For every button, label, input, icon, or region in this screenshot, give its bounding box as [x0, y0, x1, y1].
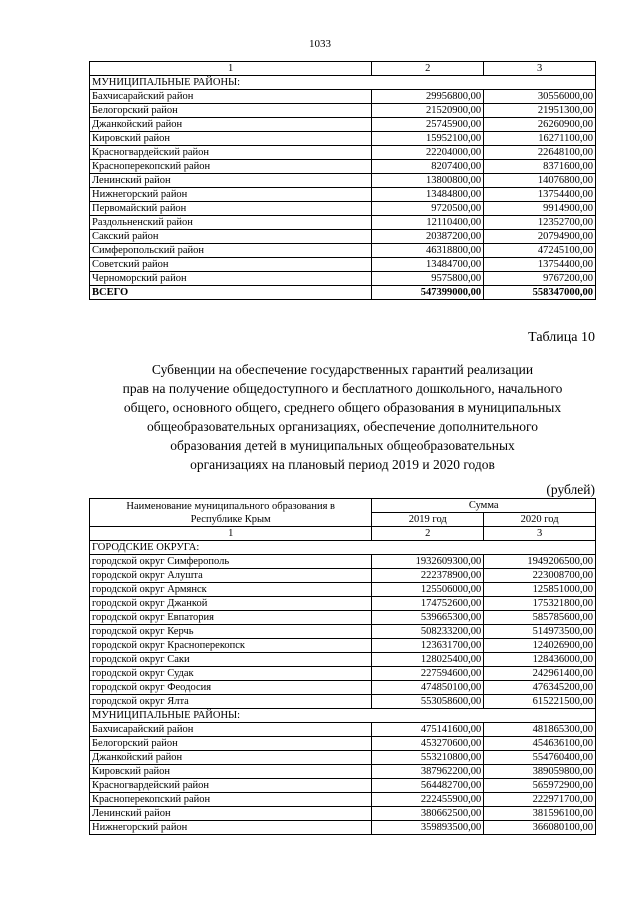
row-value-2: 454636100,00 [484, 737, 596, 751]
row-value-1: 123631700,00 [372, 639, 484, 653]
column-number: 1 [90, 527, 372, 541]
row-value-1: 25745900,00 [372, 118, 484, 132]
row-name: Раздольненский район [90, 216, 372, 230]
row-value-1: 474850100,00 [372, 681, 484, 695]
column-number: 3 [484, 527, 596, 541]
row-name: Советский район [90, 258, 372, 272]
bottom-table [89, 498, 596, 835]
row-name: Нижнегорский район [90, 188, 372, 202]
row-value-2: 223008700,00 [484, 569, 596, 583]
row-value-1: 15952100,00 [372, 132, 484, 146]
row-name: городской округ Алушта [90, 569, 372, 583]
section-row [90, 541, 596, 555]
row-name: городской округ Джанкой [90, 597, 372, 611]
row-value-2: 13754400,00 [484, 188, 596, 202]
caption-line: Субвенции на обеспечение государственных гарантий реализации [151, 362, 534, 377]
row-value-2: 381596100,00 [484, 807, 596, 821]
table-row [90, 765, 596, 779]
row-name: Красноперекопский район [90, 793, 372, 807]
row-value-2: 14076800,00 [484, 174, 596, 188]
table-row [90, 188, 596, 202]
table-row [90, 202, 596, 216]
row-value-1: 222378900,00 [372, 569, 484, 583]
total-label: ВСЕГО [90, 286, 372, 300]
table-row [90, 569, 596, 583]
row-value-2: 13754400,00 [484, 258, 596, 272]
row-value-2: 615221500,00 [484, 695, 596, 709]
row-name: Красногвардейский район [90, 146, 372, 160]
total-value-1: 547399000,00 [372, 286, 484, 300]
header-cell: 3 [484, 62, 596, 76]
row-value-1: 227594600,00 [372, 667, 484, 681]
row-value-1: 475141600,00 [372, 723, 484, 737]
row-name: Кировский район [90, 765, 372, 779]
table-row [90, 681, 596, 695]
table-row [90, 793, 596, 807]
row-value-1: 453270600,00 [372, 737, 484, 751]
row-value-2: 9914900,00 [484, 202, 596, 216]
row-name: Белогорский район [90, 104, 372, 118]
row-value-1: 125506000,00 [372, 583, 484, 597]
row-name: Джанкойский район [90, 751, 372, 765]
row-value-2: 476345200,00 [484, 681, 596, 695]
table-row [90, 625, 596, 639]
row-value-1: 22204000,00 [372, 146, 484, 160]
row-name: Черноморский район [90, 272, 372, 286]
table-row [90, 555, 596, 569]
row-value-2: 125851000,00 [484, 583, 596, 597]
row-value-2: 514973500,00 [484, 625, 596, 639]
row-value-2: 1949206500,00 [484, 555, 596, 569]
row-name: городской округ Армянск [90, 583, 372, 597]
row-value-1: 553058600,00 [372, 695, 484, 709]
row-value-1: 9575800,00 [372, 272, 484, 286]
table-row [90, 90, 596, 104]
row-value-2: 21951300,00 [484, 104, 596, 118]
row-value-2: 9767200,00 [484, 272, 596, 286]
table-row [90, 230, 596, 244]
row-value-1: 1932609300,00 [372, 555, 484, 569]
table-label: Таблица 10 [528, 330, 595, 345]
caption-line: общеобразовательных организациях, обеспечение дополнительного [147, 419, 538, 434]
total-value-2: 558347000,00 [484, 286, 596, 300]
table-row [90, 611, 596, 625]
section-row [90, 76, 596, 90]
sum-header: Сумма [372, 499, 596, 513]
table-row [90, 639, 596, 653]
units-label: (рублей) [546, 482, 595, 497]
table-row [90, 723, 596, 737]
row-name: городской округ Саки [90, 653, 372, 667]
bottom-table-body-2 [90, 723, 596, 835]
row-name: Симферопольский район [90, 244, 372, 258]
table-header-row [90, 62, 596, 76]
row-value-1: 13484800,00 [372, 188, 484, 202]
row-value-1: 508233200,00 [372, 625, 484, 639]
header-cell: 1 [90, 62, 372, 76]
row-name: Первомайский район [90, 202, 372, 216]
table-row [90, 667, 596, 681]
row-name: городской округ Евпатория [90, 611, 372, 625]
year-header: 2019 год [372, 513, 484, 527]
row-name: Красногвардейский район [90, 779, 372, 793]
table-row [90, 695, 596, 709]
row-value-2: 222971700,00 [484, 793, 596, 807]
row-name: Ленинский район [90, 807, 372, 821]
table-row [90, 258, 596, 272]
row-value-1: 21520900,00 [372, 104, 484, 118]
row-name: городской округ Симферополь [90, 555, 372, 569]
row-name: Бахчисарайский район [90, 90, 372, 104]
row-value-1: 9720500,00 [372, 202, 484, 216]
row-value-2: 554760400,00 [484, 751, 596, 765]
row-name: городской округ Ялта [90, 695, 372, 709]
row-value-2: 47245100,00 [484, 244, 596, 258]
row-value-2: 22648100,00 [484, 146, 596, 160]
total-row [90, 286, 596, 300]
row-name: городской округ Судак [90, 667, 372, 681]
row-value-1: 174752600,00 [372, 597, 484, 611]
table-row [90, 653, 596, 667]
row-value-1: 128025400,00 [372, 653, 484, 667]
row-value-2: 30556000,00 [484, 90, 596, 104]
row-value-2: 20794900,00 [484, 230, 596, 244]
header-cell: 2 [372, 62, 484, 76]
row-value-2: 565972900,00 [484, 779, 596, 793]
row-value-1: 13800800,00 [372, 174, 484, 188]
row-value-1: 20387200,00 [372, 230, 484, 244]
table-row [90, 146, 596, 160]
row-value-2: 481865300,00 [484, 723, 596, 737]
column-number-row [90, 527, 596, 541]
table-row [90, 272, 596, 286]
section-label: МУНИЦИПАЛЬНЫЕ РАЙОНЫ: [90, 76, 596, 90]
caption-line: общего, основного общего, среднего общего образования в муниципальных [123, 400, 562, 415]
table-row [90, 118, 596, 132]
name-column-header: Наименование муниципального образования в Республике Крым [90, 499, 372, 527]
row-value-2: 175321800,00 [484, 597, 596, 611]
column-number: 2 [372, 527, 484, 541]
row-name: городской округ Феодосия [90, 681, 372, 695]
section-label: МУНИЦИПАЛЬНЫЕ РАЙОНЫ: [90, 709, 596, 723]
section-label: ГОРОДСКИЕ ОКРУГА: [90, 541, 596, 555]
row-value-1: 13484700,00 [372, 258, 484, 272]
row-name: Ленинский район [90, 174, 372, 188]
row-value-1: 222455900,00 [372, 793, 484, 807]
table-row [90, 132, 596, 146]
top-table-body [90, 90, 596, 286]
table-row [90, 583, 596, 597]
row-name: Сакский район [90, 230, 372, 244]
row-value-2: 585785600,00 [484, 611, 596, 625]
table-header-row [90, 499, 596, 513]
row-value-1: 46318800,00 [372, 244, 484, 258]
row-value-1: 29956800,00 [372, 90, 484, 104]
year-header: 2020 год [484, 513, 596, 527]
row-value-2: 8371600,00 [484, 160, 596, 174]
bottom-table-body-1 [90, 555, 596, 709]
table-row [90, 779, 596, 793]
row-name: Кировский район [90, 132, 372, 146]
table-row [90, 174, 596, 188]
row-name: городской округ Красноперекопск [90, 639, 372, 653]
row-value-1: 553210800,00 [372, 751, 484, 765]
row-name: Бахчисарайский район [90, 723, 372, 737]
caption-line: прав на получение общедоступного и бесплатного дошкольного, начального [122, 381, 563, 396]
row-value-2: 128436000,00 [484, 653, 596, 667]
table-row [90, 807, 596, 821]
row-name: городской округ Керчь [90, 625, 372, 639]
row-value-2: 26260900,00 [484, 118, 596, 132]
table-row [90, 244, 596, 258]
table-row [90, 751, 596, 765]
row-name: Красноперекопский район [90, 160, 372, 174]
table-row [90, 821, 596, 835]
row-value-1: 359893500,00 [372, 821, 484, 835]
row-value-1: 8207400,00 [372, 160, 484, 174]
row-value-1: 539665300,00 [372, 611, 484, 625]
row-name: Нижнегорский район [90, 821, 372, 835]
row-value-2: 389059800,00 [484, 765, 596, 779]
section-row [90, 709, 596, 723]
table-row [90, 104, 596, 118]
top-table [89, 61, 596, 300]
row-value-2: 12352700,00 [484, 216, 596, 230]
row-value-1: 380662500,00 [372, 807, 484, 821]
table-row [90, 216, 596, 230]
caption-line: организациях на плановый период 2019 и 2020 годов [190, 457, 495, 472]
row-value-2: 242961400,00 [484, 667, 596, 681]
row-value-2: 366080100,00 [484, 821, 596, 835]
row-value-1: 387962200,00 [372, 765, 484, 779]
row-name: Джанкойский район [90, 118, 372, 132]
row-name: Белогорский район [90, 737, 372, 751]
row-value-1: 564482700,00 [372, 779, 484, 793]
row-value-2: 124026900,00 [484, 639, 596, 653]
table-caption [90, 360, 595, 474]
table-row [90, 160, 596, 174]
row-value-2: 16271100,00 [484, 132, 596, 146]
row-value-1: 12110400,00 [372, 216, 484, 230]
table-row [90, 597, 596, 611]
caption-line: образования детей в муниципальных общеобразовательных [170, 438, 515, 453]
page-number: 1033 [309, 38, 331, 50]
table-row [90, 737, 596, 751]
